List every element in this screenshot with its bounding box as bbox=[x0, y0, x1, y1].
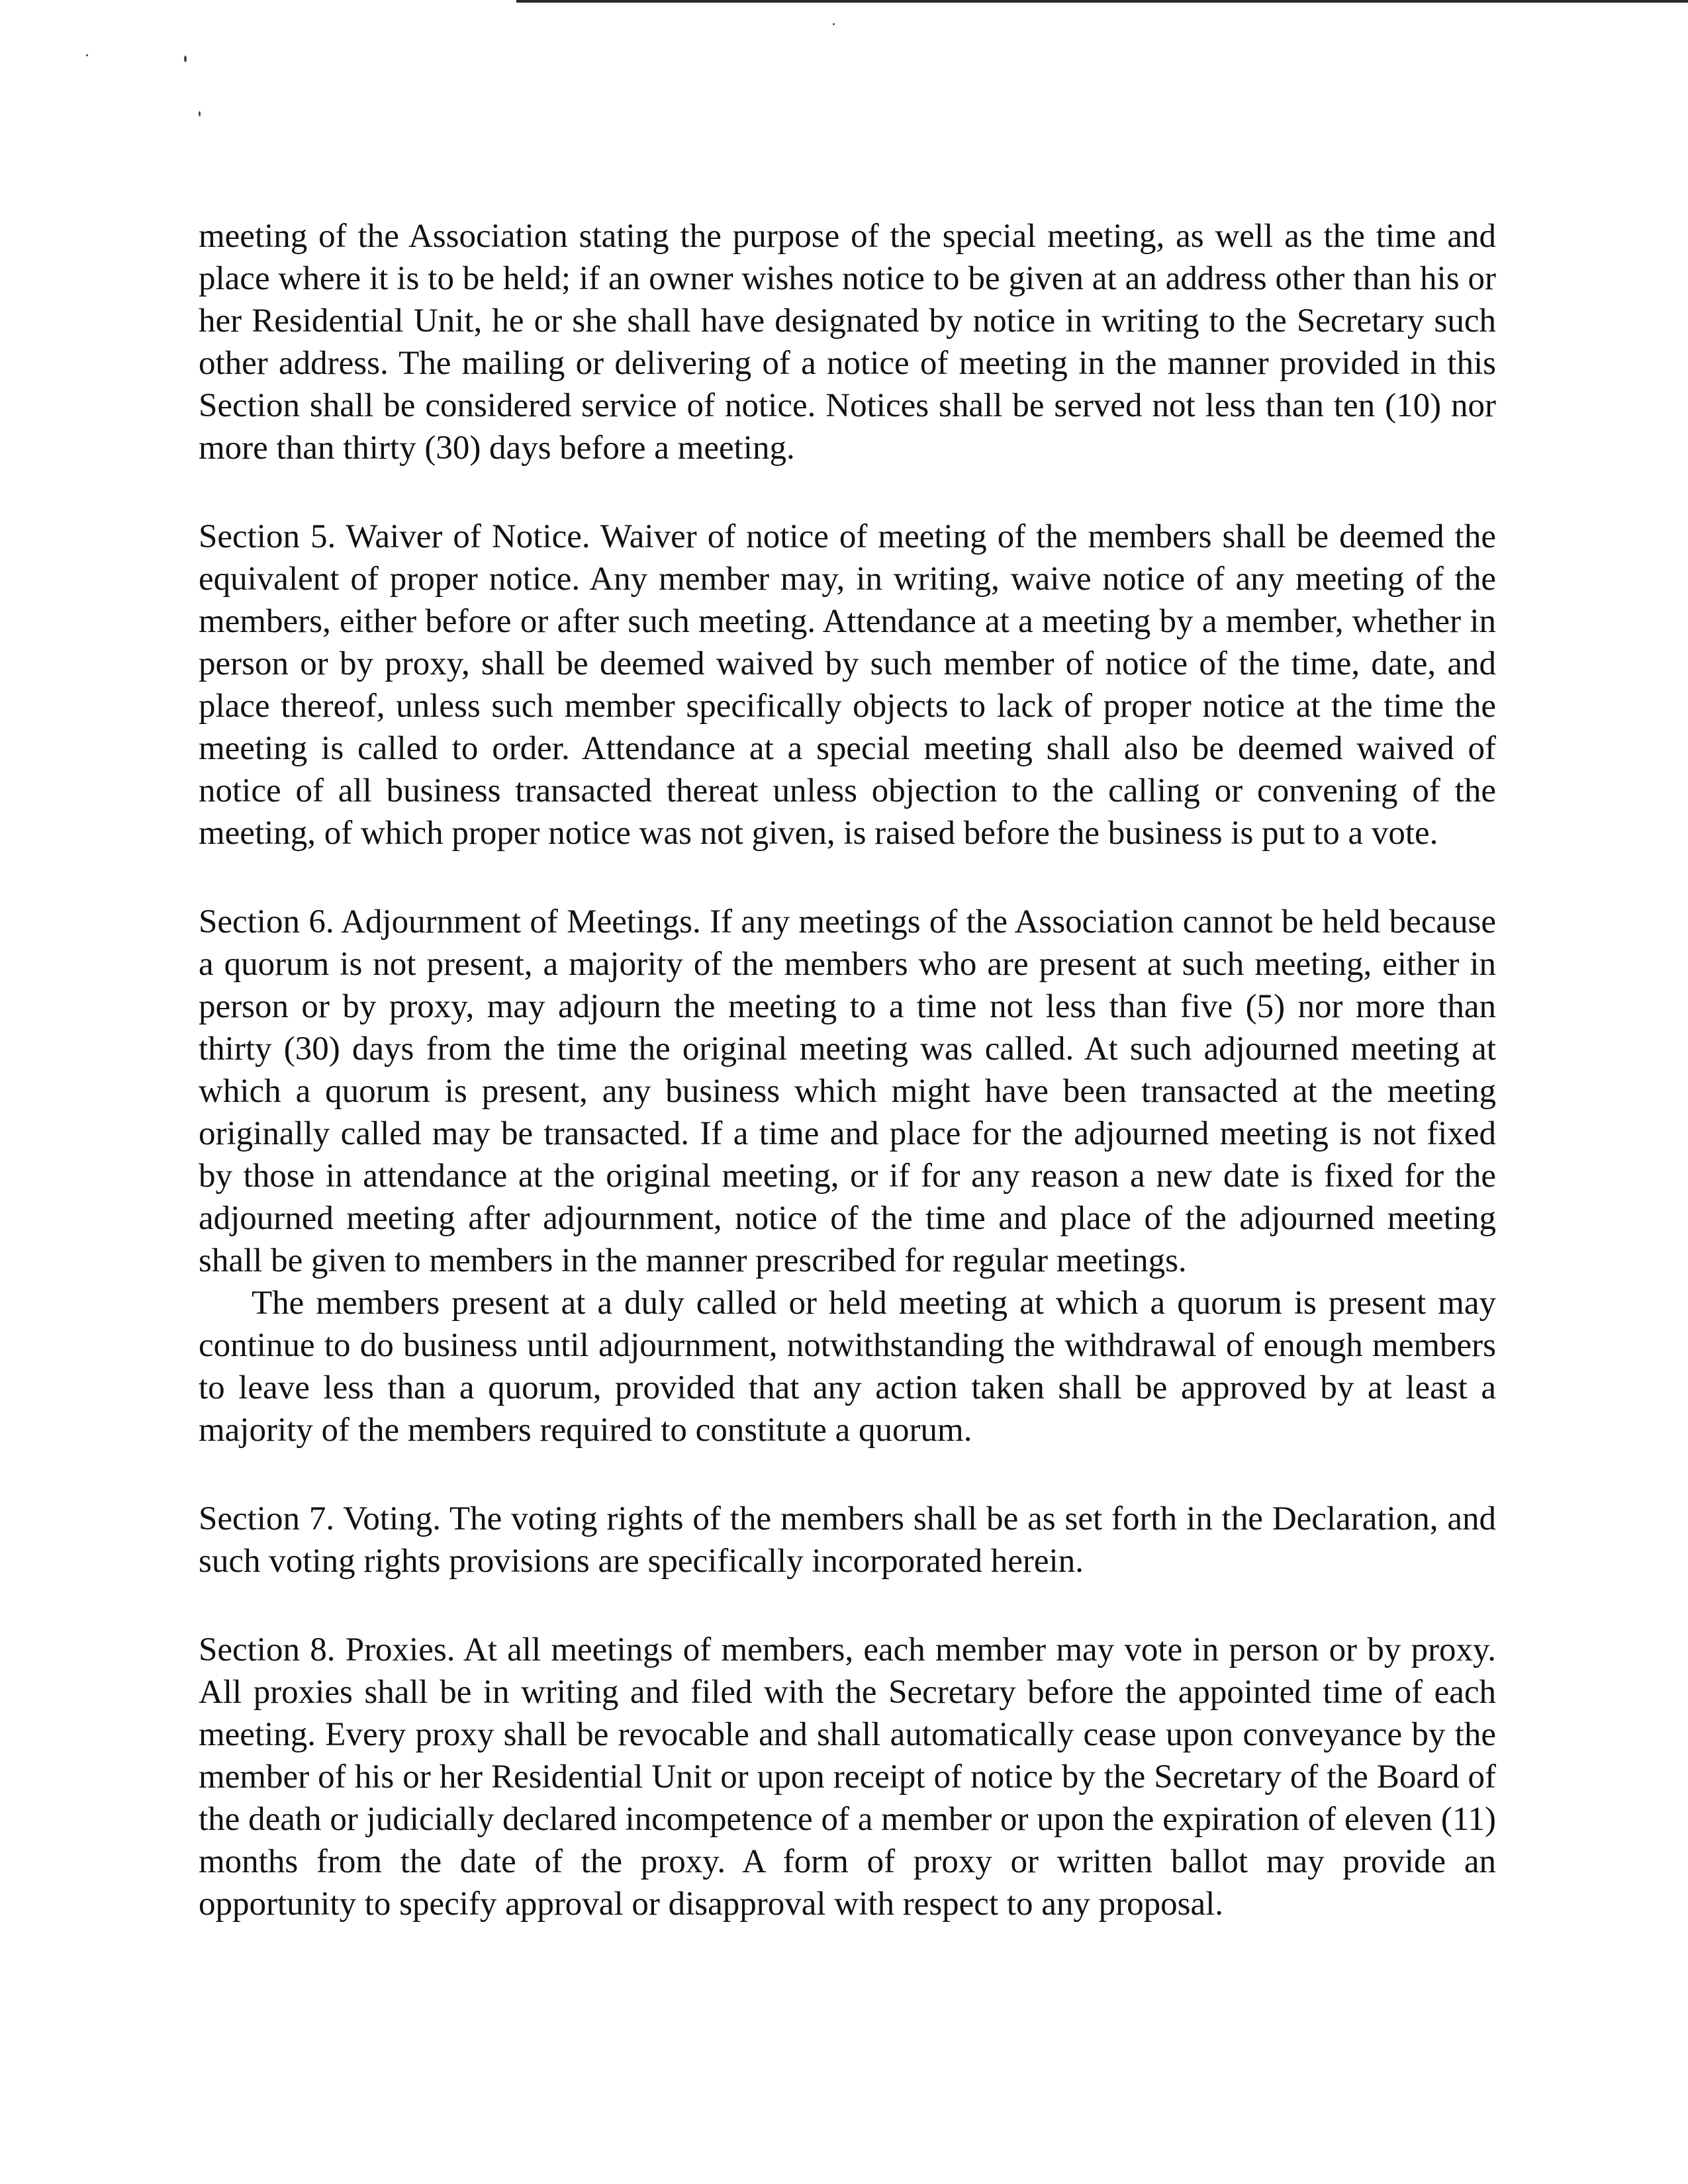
section-7-voting: Section 7. Voting. The voting rights of the members shall be as set forth in the Declaration, and such voting rights provisions are specifically incorporated herein. bbox=[199, 1500, 1496, 1580]
paragraph-gap bbox=[199, 1582, 1496, 1629]
scan-speck bbox=[199, 111, 201, 116]
section-8-proxies: Section 8. Proxies. At all meetings of members, each member may vote in person or by proxy. All proxies shall be in writing and filed with the Secretary before the appointed time of each meeting. Every proxy shall be revocable and shall automatically cease upon conveyance by the member of his or her Residential Unit or upon receipt of notice by the Secretary of the Board of the death or judicially declared incompetence of a member or upon the expiration of eleven (11) months from the date of the proxy. A form of proxy or written ballot may provide an opportunity to specify approval or disapproval with respect to any proposal. bbox=[199, 1631, 1496, 1923]
section-5-waiver-of-notice: Section 5. Waiver of Notice. Waiver of notice of meeting of the members shall be deemed the equivalent of proper notice. Any member may, in writing, waive notice of any meeting of the members, either before or after such meeting. Attendance at a meeting by a member, whether in person or by proxy, shall be deemed waived by such member of notice of the time, date, and place thereof, unless such member specifically objects to lack of proper notice at the time the meeting is called to order. Attendance at a special meeting shall also be deemed waived of notice of all business transacted thereat unless objection to the calling or convening of the meeting, of which proper notice was not given, is raised before the business is put to a vote. bbox=[199, 518, 1496, 852]
scan-speck bbox=[86, 54, 88, 56]
scan-speck bbox=[833, 23, 835, 25]
section-6-continuation: The members present at a duly called or held meeting at which a quorum is present may continue to do business until adjournment, notwithstanding the withdrawal of enough members to leave less than a quorum, provided that any action taken shall be approved by at least a majority of the members required to constitute a quorum. bbox=[199, 1285, 1496, 1449]
paragraph-gap bbox=[199, 1451, 1496, 1498]
scan-speck bbox=[184, 56, 187, 62]
paragraph-notice-continuation: meeting of the Association stating the purpose of the special meeting, as well as the time and place where it is to be held; if an owner wishes notice to be given at an address other than his or her Residential Unit, he or she shall have designated by notice in writing to the Secretary such other address. The mailing or delivering of a notice of meeting in the manner provided in this Section shall be considered service of notice. Notices shall be served not less than ten (10) nor more than thirty (30) days before a meeting. bbox=[199, 218, 1496, 467]
document-page-body bbox=[199, 215, 1496, 1925]
scan-top-edge bbox=[516, 0, 1688, 3]
paragraph-gap bbox=[199, 469, 1496, 516]
paragraph-gap bbox=[199, 854, 1496, 901]
section-6-adjournment-of-meetings: Section 6. Adjournment of Meetings. If any meetings of the Association cannot be held because a quorum is not present, a majority of the members who are present at such meeting, either in person or by proxy, may adjourn the meeting to a time not less than five (5) nor more than thirty (30) days from the time the original meeting was called. At such adjourned meeting at which a quorum is present, any business which might have been transacted at the meeting originally called may be transacted. If a time and place for the adjourned meeting is not fixed by those in attendance at the original meeting, or if for any reason a new date is fixed for the adjourned meeting after adjournment, notice of the time and place of the adjourned meeting shall be given to members in the manner prescribed for regular meetings. bbox=[199, 903, 1496, 1279]
